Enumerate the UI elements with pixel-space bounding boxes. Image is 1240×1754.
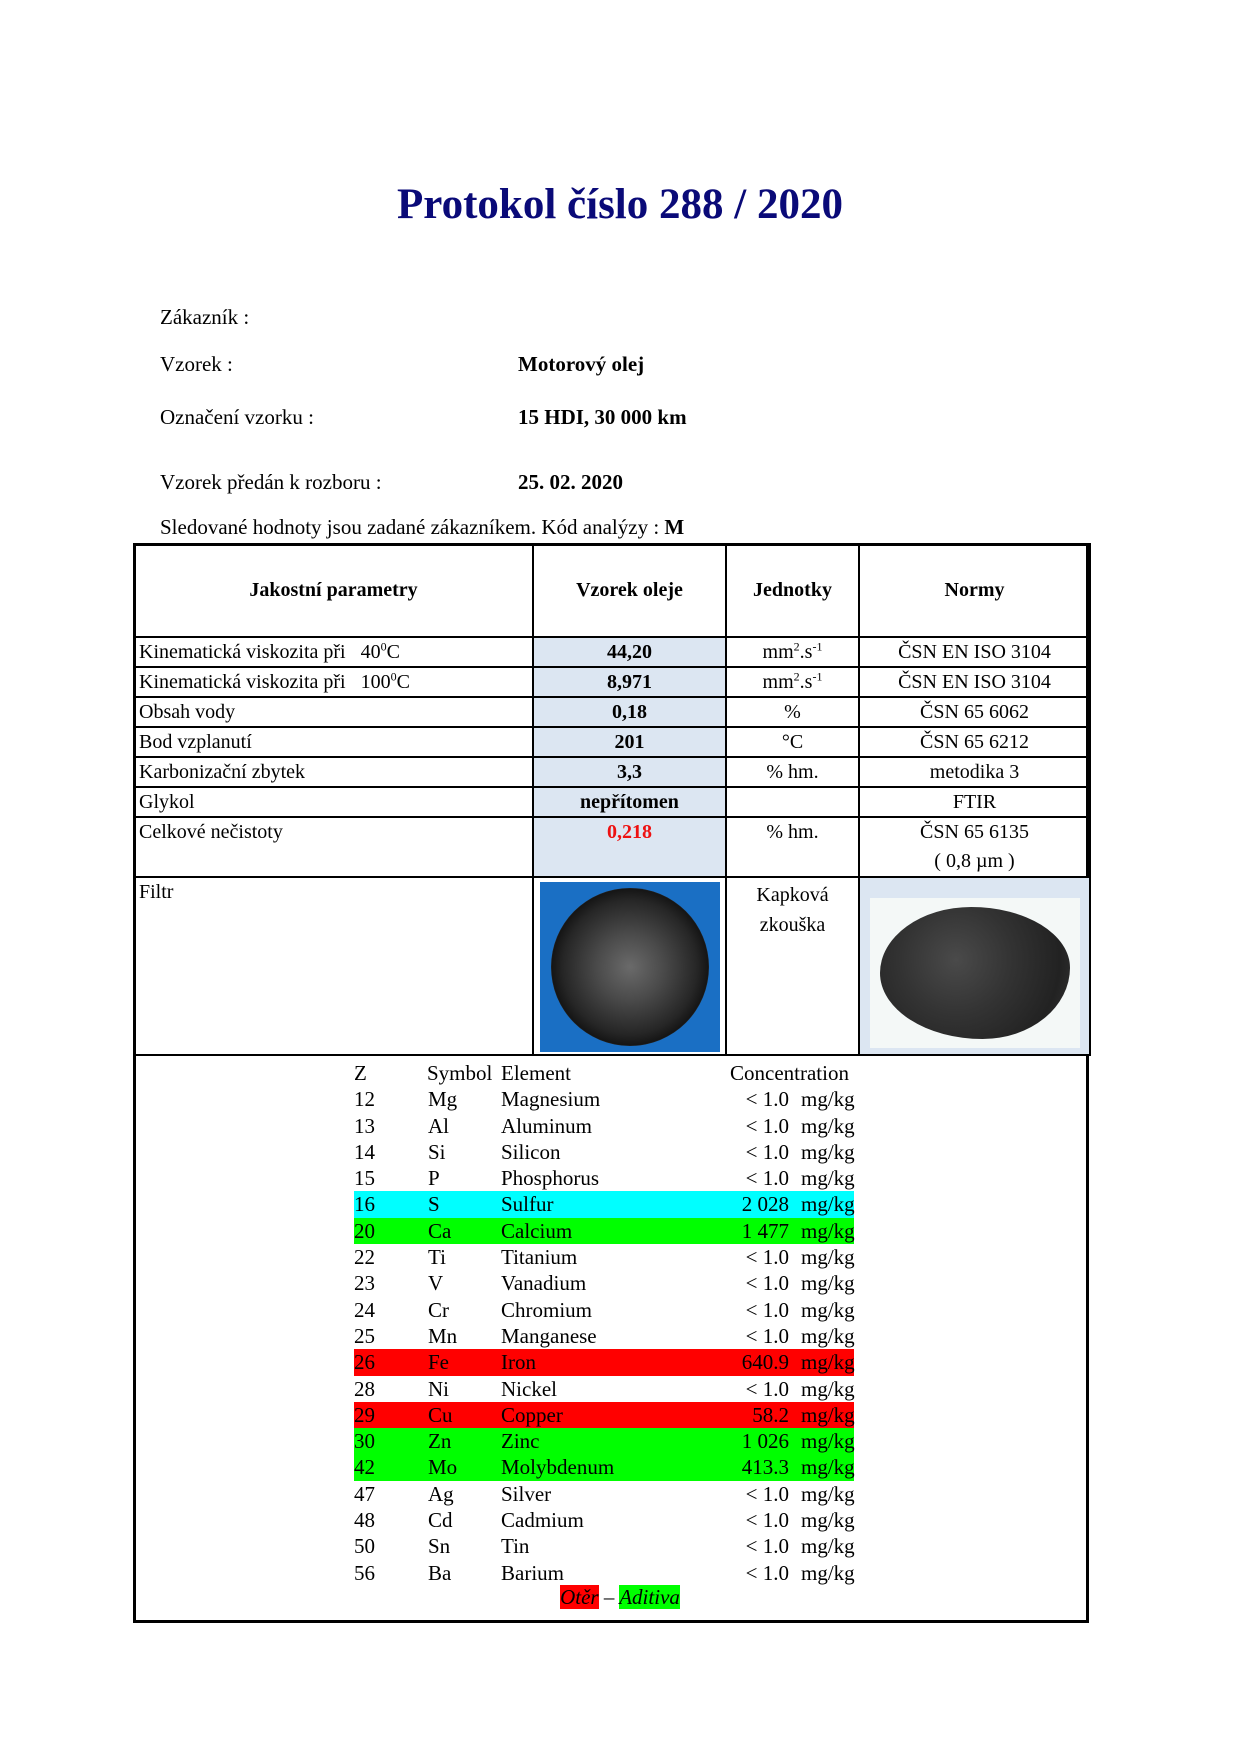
element-unit: mg/kg xyxy=(801,1350,855,1375)
drop-test-photo xyxy=(870,898,1080,1048)
element-concentration: < 1.0 xyxy=(745,1323,789,1348)
param-unit: °C xyxy=(726,727,859,757)
param-value-alert: 0,218 xyxy=(533,817,726,877)
param-unit xyxy=(726,787,859,817)
element-concentration: 1 026 xyxy=(741,1429,789,1454)
element-z: 24 xyxy=(354,1297,375,1322)
element-unit: mg/kg xyxy=(801,1429,855,1454)
element-unit: mg/kg xyxy=(801,1402,855,1427)
param-value: 8,971 xyxy=(533,667,726,697)
param-norm: ČSN 65 6135 ( 0,8 µm ) xyxy=(859,817,1090,877)
element-unit: mg/kg xyxy=(801,1139,855,1164)
header-element: Element xyxy=(501,1061,571,1085)
table-row xyxy=(134,757,1090,787)
element-name: Nickel xyxy=(501,1376,557,1401)
element-name: Cadmium xyxy=(501,1508,584,1533)
element-z: 47 xyxy=(354,1481,375,1506)
element-list xyxy=(354,1060,854,1586)
param-value: nepřítomen xyxy=(533,787,726,817)
handed-label: Vzorek předán k rozboru : xyxy=(160,470,382,494)
element-name: Phosphorus xyxy=(501,1166,600,1191)
header-sample: Vzorek oleje xyxy=(533,544,726,637)
element-name: Barium xyxy=(501,1560,564,1585)
element-symbol: Ag xyxy=(428,1481,454,1506)
element-name: Chromium xyxy=(501,1297,593,1322)
element-symbol: Mo xyxy=(428,1455,458,1480)
legend: Otěr – Aditiva xyxy=(560,1585,680,1609)
element-unit: mg/kg xyxy=(801,1271,855,1296)
element-concentration: < 1.0 xyxy=(745,1534,789,1559)
element-row xyxy=(354,1349,854,1375)
param-value: 201 xyxy=(533,727,726,757)
element-row xyxy=(354,1113,854,1139)
table-row xyxy=(134,697,1090,727)
element-concentration: < 1.0 xyxy=(745,1245,789,1270)
param-norm: metodika 3 xyxy=(859,757,1090,787)
element-concentration: < 1.0 xyxy=(745,1481,789,1506)
header-param: Jakostní parametry xyxy=(134,544,533,637)
param-name: Obsah vody xyxy=(134,697,533,727)
element-symbol: Zn xyxy=(428,1429,452,1454)
element-row xyxy=(354,1402,854,1428)
header-norms: Normy xyxy=(859,544,1090,637)
customer-label: Zákazník : xyxy=(160,305,250,329)
element-unit: mg/kg xyxy=(801,1166,855,1191)
element-name: Tin xyxy=(501,1534,530,1559)
filter-photo-cell xyxy=(533,877,726,1055)
params-header-row xyxy=(134,544,1090,637)
element-name: Titanium xyxy=(501,1245,578,1270)
element-unit: mg/kg xyxy=(801,1323,855,1348)
element-z: 29 xyxy=(354,1402,375,1427)
element-z: 56 xyxy=(354,1560,375,1585)
table-row xyxy=(134,817,1090,877)
element-row xyxy=(354,1376,854,1402)
drop-test-label: Kapková zkouška xyxy=(726,877,859,1055)
element-unit: mg/kg xyxy=(801,1534,855,1559)
param-name: Bod vzplanutí xyxy=(134,727,533,757)
element-row xyxy=(354,1454,854,1480)
element-name: Silicon xyxy=(501,1139,561,1164)
element-z: 22 xyxy=(354,1245,375,1270)
element-concentration: < 1.0 xyxy=(745,1166,789,1191)
param-norm: FTIR xyxy=(859,787,1090,817)
element-z: 30 xyxy=(354,1429,375,1454)
param-name: Karbonizační zbytek xyxy=(134,757,533,787)
element-symbol: Ni xyxy=(428,1376,449,1401)
element-name: Vanadium xyxy=(501,1271,587,1296)
table-row-images xyxy=(134,877,1090,1055)
handed-value: 25. 02. 2020 xyxy=(518,470,623,494)
element-row xyxy=(354,1507,854,1533)
element-unit: mg/kg xyxy=(801,1560,855,1585)
element-unit: mg/kg xyxy=(801,1455,855,1480)
element-row xyxy=(354,1481,854,1507)
element-z: 12 xyxy=(354,1087,375,1112)
element-concentration: 640.9 xyxy=(741,1350,789,1375)
element-z: 48 xyxy=(354,1508,375,1533)
element-header xyxy=(354,1060,854,1086)
element-symbol: Cr xyxy=(428,1297,449,1322)
element-symbol: S xyxy=(428,1192,440,1217)
element-row xyxy=(354,1533,854,1559)
element-symbol: Si xyxy=(428,1139,446,1164)
element-unit: mg/kg xyxy=(801,1218,855,1243)
element-name: Iron xyxy=(501,1350,536,1375)
element-row xyxy=(354,1218,854,1244)
param-name: Kinematická viskozita při $40^0C$ xyxy=(134,637,533,667)
element-symbol: Ti xyxy=(428,1245,446,1270)
param-name: Glykol xyxy=(134,787,533,817)
header-units: Jednotky xyxy=(726,544,859,637)
element-concentration: < 1.0 xyxy=(745,1508,789,1533)
element-symbol: Cu xyxy=(428,1402,453,1427)
element-z: 13 xyxy=(354,1113,375,1138)
filter-photo xyxy=(540,882,720,1052)
element-symbol: Cd xyxy=(428,1508,453,1533)
param-norm: ČSN EN ISO 3104 xyxy=(859,637,1090,667)
sample-id-value: 15 HDI, 30 000 km xyxy=(518,405,687,429)
param-value: 0,18 xyxy=(533,697,726,727)
header-symbol: Symbol xyxy=(427,1061,493,1085)
element-z: 20 xyxy=(354,1218,375,1243)
analysis-note: Sledované hodnoty jsou zadané zákazníkem. Kód analýzy : M xyxy=(160,515,685,539)
element-name: Copper xyxy=(501,1402,563,1427)
header-concentration: Concentration xyxy=(730,1061,849,1085)
element-name: Silver xyxy=(501,1481,552,1506)
page-title: Protokol číslo 288 / 2020 xyxy=(397,181,843,228)
param-norm-detail: ( 0,8 µm ) xyxy=(934,850,1015,872)
element-z: 42 xyxy=(354,1455,375,1480)
param-norm: ČSN 65 6062 xyxy=(859,697,1090,727)
element-z: 23 xyxy=(354,1271,375,1296)
element-concentration: < 1.0 xyxy=(745,1271,789,1296)
element-unit: mg/kg xyxy=(801,1481,855,1506)
element-z: 16 xyxy=(354,1192,375,1217)
element-row xyxy=(354,1560,854,1586)
param-name: Kinematická viskozita při $100^0C$ xyxy=(134,667,533,697)
element-symbol: Mg xyxy=(428,1087,458,1112)
element-z: 14 xyxy=(354,1139,375,1164)
param-unit: $mm^2.s^{-1}$ xyxy=(726,667,859,697)
param-unit: % hm. xyxy=(726,757,859,787)
params-table xyxy=(133,543,1091,1056)
element-unit: mg/kg xyxy=(801,1376,855,1401)
element-row xyxy=(354,1086,854,1112)
element-name: Zinc xyxy=(501,1429,540,1454)
param-name: Celkové nečistoty xyxy=(134,817,533,877)
element-z: 25 xyxy=(354,1323,375,1348)
element-concentration: < 1.0 xyxy=(745,1139,789,1164)
param-unit: % hm. xyxy=(726,817,859,877)
param-norm: ČSN 65 6212 xyxy=(859,727,1090,757)
element-row xyxy=(354,1323,854,1349)
element-row xyxy=(354,1428,854,1454)
param-value: 3,3 xyxy=(533,757,726,787)
element-row xyxy=(354,1139,854,1165)
param-unit: % xyxy=(726,697,859,727)
element-row xyxy=(354,1191,854,1217)
element-unit: mg/kg xyxy=(801,1508,855,1533)
element-row xyxy=(354,1244,854,1270)
element-row xyxy=(354,1297,854,1323)
element-symbol: Fe xyxy=(428,1350,449,1375)
filter-label: Filtr xyxy=(134,877,533,1055)
table-row xyxy=(134,637,1090,667)
element-unit: mg/kg xyxy=(801,1245,855,1270)
element-concentration: < 1.0 xyxy=(745,1113,789,1138)
element-unit: mg/kg xyxy=(801,1192,855,1217)
legend-wear: Otěr xyxy=(560,1585,599,1609)
element-unit: mg/kg xyxy=(801,1297,855,1322)
param-norm: ČSN EN ISO 3104 xyxy=(859,667,1090,697)
analysis-code: M xyxy=(664,515,685,539)
element-z: 28 xyxy=(354,1376,375,1401)
element-concentration: 1 477 xyxy=(741,1218,789,1243)
element-symbol: Al xyxy=(428,1113,449,1138)
element-symbol: V xyxy=(428,1271,444,1296)
element-symbol: Mn xyxy=(428,1323,458,1348)
element-name: Molybdenum xyxy=(501,1455,615,1480)
element-name: Sulfur xyxy=(501,1192,554,1217)
element-z: 15 xyxy=(354,1166,375,1191)
sample-value: Motorový olej xyxy=(518,352,645,376)
element-symbol: Sn xyxy=(428,1534,451,1559)
element-name: Aluminum xyxy=(501,1113,593,1138)
element-row xyxy=(354,1165,854,1191)
element-z: 50 xyxy=(354,1534,375,1559)
element-concentration: 413.3 xyxy=(741,1455,789,1480)
element-concentration: 58.2 xyxy=(752,1402,789,1427)
sample-label: Vzorek : xyxy=(160,352,233,376)
element-concentration: < 1.0 xyxy=(745,1560,789,1585)
param-value: 44,20 xyxy=(533,637,726,667)
table-row xyxy=(134,787,1090,817)
element-unit: mg/kg xyxy=(801,1113,855,1138)
element-concentration: < 1.0 xyxy=(745,1297,789,1322)
element-concentration: 2 028 xyxy=(741,1192,789,1217)
param-unit: $mm^2.s^{-1}$ xyxy=(726,637,859,667)
element-symbol: Ca xyxy=(428,1218,452,1243)
element-unit: mg/kg xyxy=(801,1087,855,1112)
legend-additives: Aditiva xyxy=(619,1585,680,1609)
drop-test-photo-cell xyxy=(859,877,1090,1055)
element-name: Manganese xyxy=(501,1323,597,1348)
element-symbol: P xyxy=(428,1166,440,1191)
element-z: 26 xyxy=(354,1350,375,1375)
table-row xyxy=(134,727,1090,757)
element-concentration: < 1.0 xyxy=(745,1376,789,1401)
sample-id-label: Označení vzorku : xyxy=(160,405,314,429)
table-row xyxy=(134,667,1090,697)
element-symbol: Ba xyxy=(428,1560,452,1585)
element-row xyxy=(354,1270,854,1296)
element-name: Calcium xyxy=(501,1218,573,1243)
header-z: Z xyxy=(354,1061,367,1085)
element-concentration: < 1.0 xyxy=(745,1087,789,1112)
element-name: Magnesium xyxy=(501,1087,601,1112)
